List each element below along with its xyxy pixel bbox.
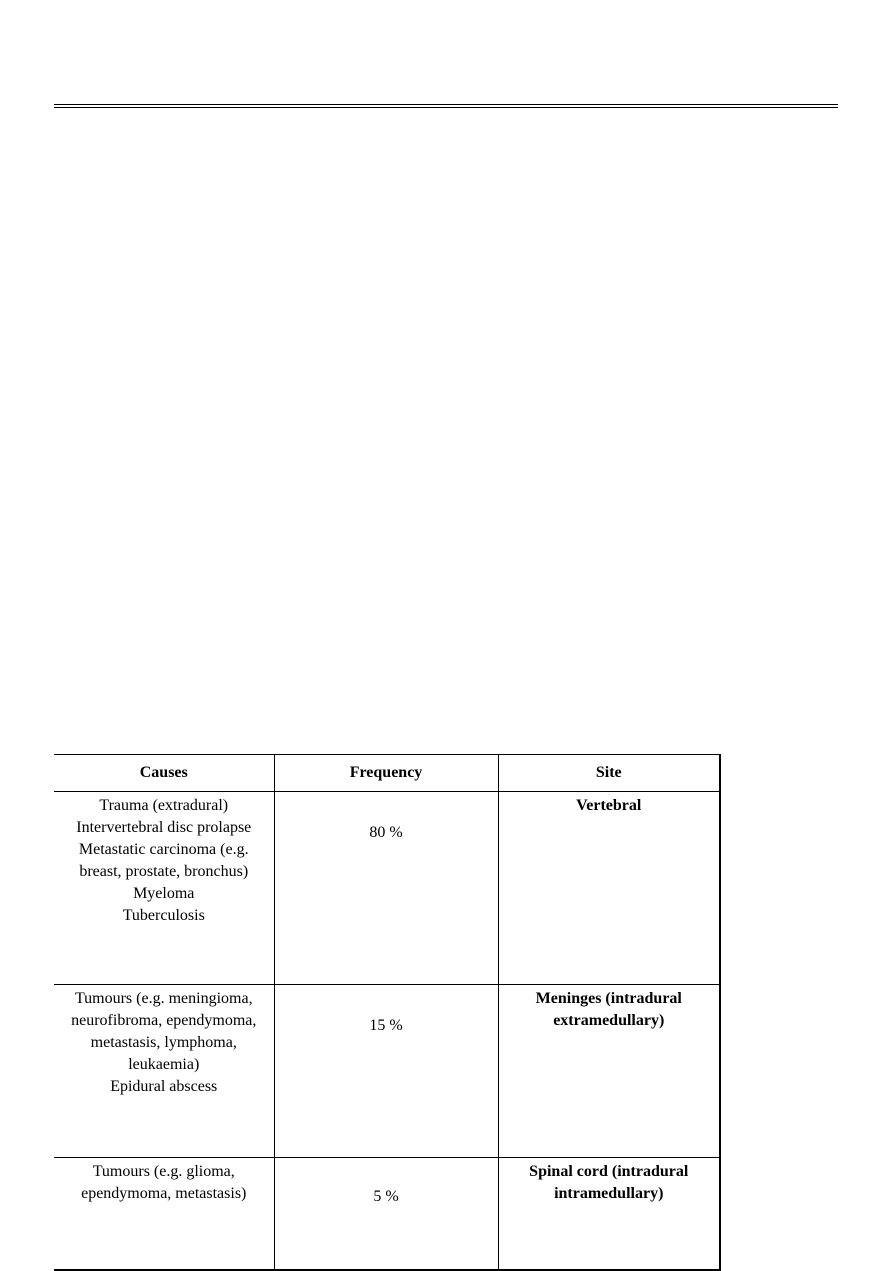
header-site: Site bbox=[498, 755, 720, 792]
cause-line: Metastatic carcinoma (e.g. bbox=[78, 841, 249, 858]
cause-line: leukaemia) bbox=[128, 1056, 200, 1073]
cause-line: breast, prostate, bronchus) bbox=[79, 863, 249, 880]
cause-line: Tumours (e.g. glioma, bbox=[92, 1163, 235, 1180]
site-line: Spinal cord (intradural bbox=[529, 1163, 689, 1180]
site-cell bbox=[498, 1158, 720, 1271]
causes-cell bbox=[54, 792, 274, 985]
site-cell bbox=[498, 792, 720, 985]
table-header-row bbox=[54, 755, 720, 792]
table-row bbox=[54, 792, 720, 985]
cause-line: ependymoma, metastasis) bbox=[81, 1185, 247, 1202]
cause-line: Intervertebral disc prolapse bbox=[76, 819, 252, 836]
causes-table bbox=[54, 754, 721, 1271]
table-row bbox=[54, 1158, 720, 1271]
cause-line: neurofibroma, ependymoma, bbox=[71, 1012, 257, 1029]
cause-line: metastasis, lymphoma, bbox=[90, 1034, 237, 1051]
cause-line: Tumours (e.g. meningioma, bbox=[74, 990, 253, 1007]
header-rule bbox=[54, 104, 838, 108]
site-cell bbox=[498, 985, 720, 1158]
site-line: Vertebral bbox=[576, 797, 642, 814]
frequency-cell: 15 % bbox=[274, 985, 498, 1158]
frequency-cell: 5 % bbox=[274, 1158, 498, 1271]
causes-cell bbox=[54, 985, 274, 1158]
cause-line: Trauma (extradural) bbox=[99, 797, 229, 814]
cause-line: Epidural abscess bbox=[110, 1078, 218, 1095]
causes-cell bbox=[54, 1158, 274, 1271]
cause-line: Myeloma bbox=[133, 885, 195, 902]
table-row bbox=[54, 985, 720, 1158]
site-line: extramedullary) bbox=[553, 1012, 665, 1029]
site-line: Meninges (intradural bbox=[535, 990, 682, 1007]
cause-line: Tuberculosis bbox=[122, 907, 205, 924]
site-line: intramedullary) bbox=[554, 1185, 664, 1202]
header-frequency: Frequency bbox=[274, 755, 498, 792]
frequency-cell: 80 % bbox=[274, 792, 498, 985]
header-causes: Causes bbox=[54, 755, 274, 792]
